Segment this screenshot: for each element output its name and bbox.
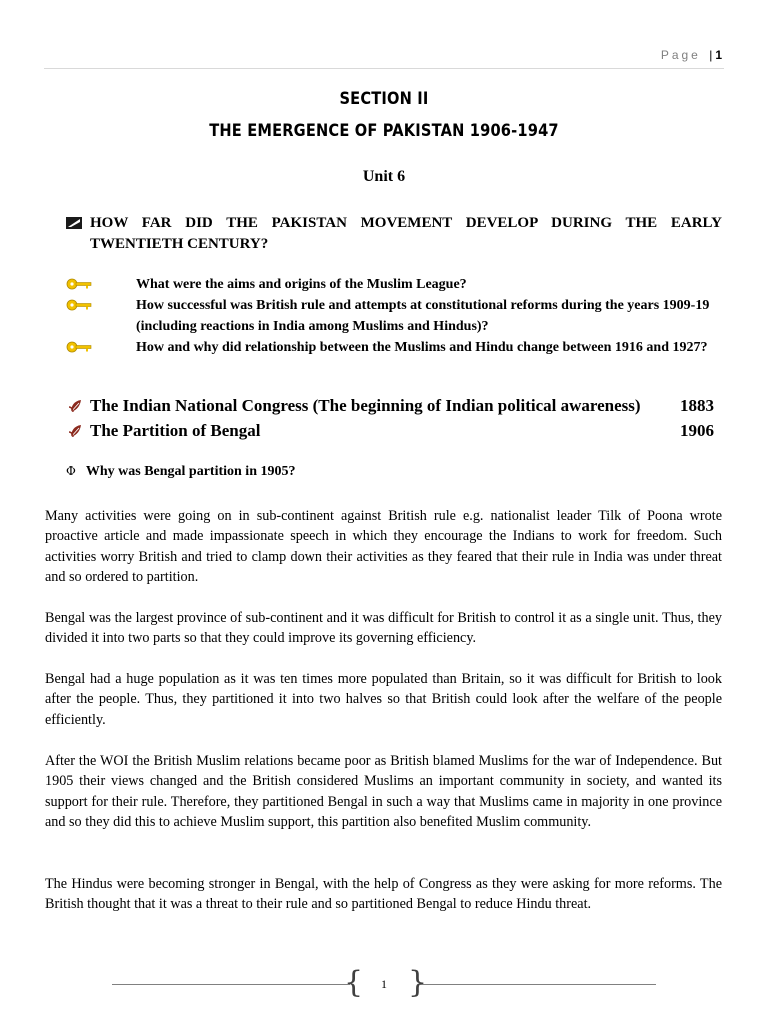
body-paragraph: The Hindus were becoming stronger in Bengal, with the help of Congress as they were asking for more reforms. The British thought that it was a threat to their rule and so partitioned Bengal to reduce Hindu threat.	[45, 876, 722, 913]
footer-bracket-right-icon: }	[408, 965, 428, 1000]
leaf-icon	[68, 423, 84, 439]
key-icon	[66, 277, 92, 291]
footer-page-number: 1	[381, 977, 387, 991]
topic-row	[68, 419, 714, 443]
unit-heading: Unit 6	[362, 168, 406, 185]
topic-year: 1883	[680, 396, 714, 415]
header-divider	[44, 68, 724, 69]
main-question-text: HOW FAR DID THE PAKISTAN MOVEMENT DEVELOP DURING THE EARLY TWENTIETH CENTURY?	[90, 215, 722, 252]
key-question-item	[66, 295, 722, 337]
flag-icon	[66, 217, 82, 229]
key-question-text: How and why did relationship between the Muslims and Hindu change between 1916 and 1927?	[136, 340, 708, 355]
body-paragraph: Many activities were going on in sub-continent against British rule e.g. nationalist leader Tilk of Poona wrote proactive article and made impassionate speech in which they encourage the Indians to work for freedom. Such activities worry British and tried to clamp down their activities as they feared that their rule in India was under threat and so ordered to partition.	[45, 508, 722, 586]
chapter-title: THE EMERGENCE OF PAKISTAN 1906-1947	[209, 121, 559, 141]
page-header-label	[661, 48, 722, 62]
key-icon	[66, 340, 92, 354]
leaf-icon	[68, 398, 84, 414]
sub-question-text: Why was Bengal partition in 1905?	[85, 464, 296, 479]
topic-label: The Indian National Congress (The beginning of Indian political awareness)	[90, 396, 641, 415]
key-question-text: How successful was British rule and attempts at constitutional reforms during the years 1909-19 (including reactions in India among Muslims and Hindus)?	[136, 298, 710, 334]
body-paragraph: Bengal had a huge population as it was ten times more populated than Britain, so it was difficult for British to look after the people. Thus, they partitioned it into two halves so that British could look after the welfare of the people efficiently.	[45, 671, 722, 728]
topic-row	[68, 394, 714, 418]
topic-label: The Partition of Bengal	[90, 421, 261, 440]
main-question	[66, 213, 722, 255]
page-word: Page	[660, 48, 701, 62]
topic-year: 1906	[680, 421, 714, 440]
body-paragraph: Bengal was the largest province of sub-continent and it was difficult for British to control it as a single unit. Thus, they divided it into two parts so that they could improve its governing efficiency.	[45, 610, 722, 647]
body-paragraph: After the WOI the British Muslim relations became poor as British blamed Muslims for the war of Independence. But 1905 their views changed and the British considered Muslims an important community in society, and wanted its support for their rule. Therefore, they partitioned Bengal in such a way that Muslims came in majority in one province and so they did this to achieve Muslim support, this partition also benefited Muslim community.	[45, 753, 722, 831]
sub-question	[66, 464, 295, 480]
header-page-number: 1	[715, 48, 722, 62]
key-questions-list	[66, 274, 722, 358]
key-question-text: What were the aims and origins of the Muslim League?	[136, 277, 467, 292]
key-question-item	[66, 274, 722, 295]
key-icon	[66, 298, 92, 312]
key-question-item	[66, 337, 722, 358]
section-title: SECTION II	[339, 89, 429, 109]
phi-bullet-icon: Φ	[66, 464, 76, 478]
footer-bracket-left-icon: {	[344, 965, 364, 1000]
page-separator: |	[709, 48, 713, 62]
